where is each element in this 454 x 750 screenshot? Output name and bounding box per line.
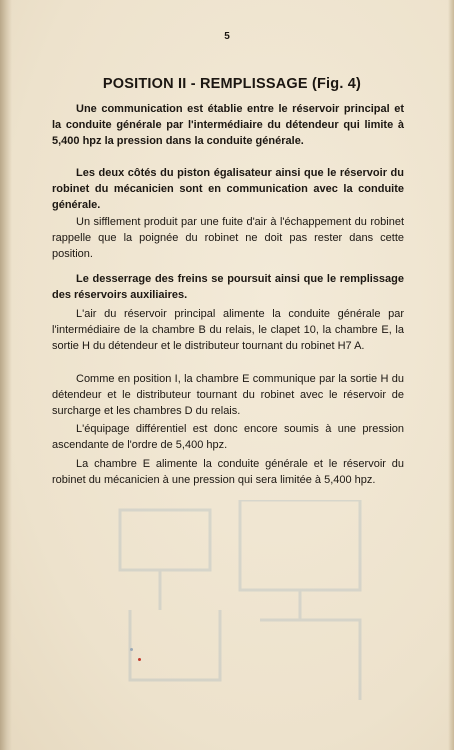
red-speck	[138, 658, 141, 661]
paragraph-1: Une communication est établie entre le réservoir principal et la conduite générale par l'intermédiaire du détendeur qui limite à 5,400 hpz la pression dans la conduite générale.	[52, 103, 404, 147]
section-heading: POSITION II - REMPLISSAGE (Fig. 4)	[102, 76, 362, 92]
paragraph-8: La chambre E alimente la conduite générale et le réservoir du robinet du mécanicien à une pression qui sera limitée à 5,400 hpz.	[52, 458, 404, 486]
page-edge-shadow	[448, 0, 454, 750]
grey-speck	[130, 648, 133, 651]
page-number: 5	[224, 31, 230, 42]
page-spine-shadow	[0, 0, 12, 750]
paragraph-5: L'air du réservoir principal alimente la conduite générale par l'intermédiaire de la chambre B du relais, le clapet 10, la chambre E, la sortie H du détendeur et le distributeur tournant du robinet H7 A.	[52, 308, 404, 352]
paragraph-4: Le desserrage des freins se poursuit ainsi que le remplissage des réservoirs auxiliaires.	[52, 273, 404, 301]
paragraph-7: L'équipage différentiel est donc encore soumis à une pression ascendante de l'ordre de 5,400 hpz.	[52, 423, 404, 451]
show-through-figure	[100, 500, 400, 710]
paragraph-2: Les deux côtés du piston égalisateur ainsi que le réservoir du robinet du mécanicien sont en communication avec la conduite générale.	[52, 167, 404, 211]
paragraph-3: Un sifflement produit par une fuite d'air à l'échappement du robinet rappelle que la poignée du robinet ne doit pas rester dans cette position.	[52, 216, 404, 260]
paragraph-6: Comme en position I, la chambre E communique par la sortie H du détendeur et le distributeur tournant du robinet avec le réservoir de surcharge et les chambres D du relais.	[52, 373, 404, 417]
